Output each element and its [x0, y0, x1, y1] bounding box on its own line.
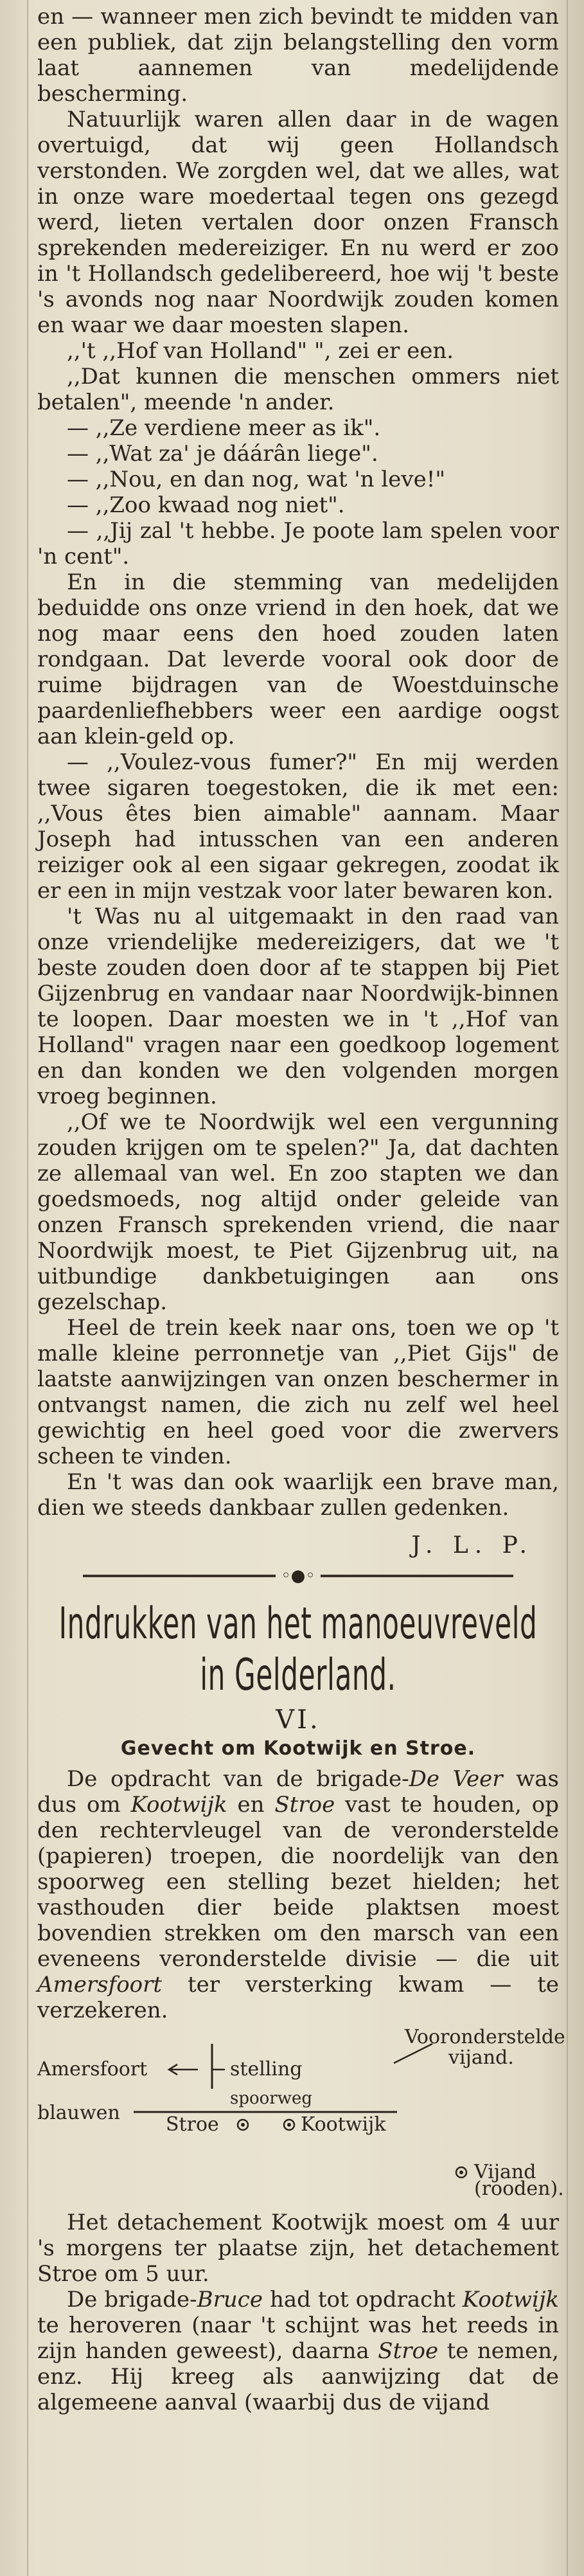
paragraph: — ,,Zoo kwaad nog niet". — [67, 492, 345, 518]
label-stelling: stelling — [230, 2058, 303, 2080]
label-blauwen: blauwen — [37, 2102, 120, 2124]
paragraph: — ,,Ze verdiene meer as ik". — [67, 415, 381, 441]
paragraph: De brigade-Bruce had tot opdracht Kootwijk te heroveren (naar 't schijnt was het reeds in zijn handen geweest), daarna Stroe te nemen, enz. Hij kreeg als aanwijzing dat de algemeene aanval (waarbij dus de vijand — [37, 2287, 559, 2415]
article-column — [37, 4, 565, 2415]
paragraph: — ,,Jij zal 't hebbe. Je poote lam spelen voor 'n cent". — [37, 518, 559, 569]
right-fold-line — [567, 0, 568, 2576]
paragraph: en — wanneer men zich bevindt te midden van een publiek, dat zijn belangstelling den vorm laat aannemen van medelijdende bescherming. — [37, 4, 559, 107]
paragraph: En in die stemming van medelijden beduidde ons onze vriend in den hoek, dat we nog maar eens den hoed zouden laten rondgaan. Dat leverde vooral ook door de ruime bijdragen van de Woestduinsche paardenliefhebbers weer een aardige oogst aan klein-geld op. — [37, 569, 559, 749]
section-divider — [37, 1568, 559, 1584]
label-rooden: (rooden). — [474, 2178, 564, 2200]
paragraph: Natuurlijk waren allen daar in de wagen overtuigd, dat wij geen Hollandsch verstonden. We zorgden wel, dat we alles, wat in onze ware moedertaal tegen ons gezegd werd, lieten vertalen door onzen Fransch sprekenden medereiziger. En nu werd er zoo in 't Hollandsch gedelibereerd, hoe wij 't beste 's avonds nog naar Noordwijk zouden komen en waar we daar moesten slapen. — [37, 107, 559, 338]
label-stroe: Stroe — [166, 2113, 219, 2136]
label-amersfoort: Amersfoort — [37, 2058, 148, 2080]
divider-rule-left — [83, 1575, 276, 1577]
paragraph: 't Was nu al uitgemaakt in den raad van onze vriendelijke medereizigers, dat we 't beste zouden doen door af te stappen bij Piet Gijzenbrug en vandaar naar Noordwijk-binnen te loopen. Daar moesten we in 't ,,Hof van Holland" vragen naar een goedkoop logement en dan konden we den volgenden morgen vroeg beginnen. — [37, 904, 559, 1109]
label-kootwijk: Kootwijk — [301, 2113, 386, 2136]
label-spoorweg: spoorweg — [230, 2089, 313, 2108]
paragraph: ,,'t ,,Hof van Holland" ", zei er een. — [67, 338, 454, 364]
paragraph: — ,,Nou, en dan nog, wat 'n leve!" — [67, 467, 445, 492]
paragraph: Heel de trein keek naar ons, toen we op 't malle kleine perronnetje van ,,Piet Gijs" de laatste aanwijzingen van onzen beschermer in ontvangst namen, die zich nu zelf wel heel gewichtig en heel goed voor die zwervers scheen te vinden. — [37, 1315, 559, 1469]
article-headline-line2: in Gelderland. — [200, 1650, 396, 1701]
article-subtitle: Gevecht om Kootwijk en Stroe. — [120, 1737, 476, 1760]
article-headline-line1: Indrukken van het manoeuvreveld — [58, 1598, 538, 1649]
paragraph: — ,,Voulez-vous fumer?" En mij werden twee sigaren toegestoken, die ik met een: ,,Vous êtes bien aimable" aannam. Maar Joseph had intusschen van een anderen reiziger ook al een sigaar gekregen, zoodat ik er een in mijn vestzak voor later bewaren kon. — [37, 749, 559, 904]
paragraph: ,,Dat kunnen die menschen ommers niet betalen", meende 'n ander. — [37, 364, 559, 415]
position-diagram — [37, 2026, 565, 2200]
paragraph: En 't was dan ook waarlijk een brave man, dien we steeds dankbaar zullen gedenken. — [37, 1469, 559, 1521]
paragraph: — ,,Wat za' je dáárân liege". — [67, 441, 378, 467]
part-number: VI. — [276, 1705, 321, 1735]
ornament-icon: ◦●◦ — [281, 1566, 315, 1586]
label-veronderstelde: Vooronderstelde — [405, 2026, 565, 2048]
paragraph: De opdracht van de brigade-De Veer was dus om Kootwijk en Stroe vast te houden, op den rechtervleugel van de veronderstelde (papieren) troepen, die noordelijk van den spoorweg een stelling bezet hielden; het vasthouden dier beide plaktsen moest bovendien strekken om den marsch van een eveneens verondersteldе divisie — die uit Amersfoort ter versterking kwam — te verzekeren. — [37, 1766, 559, 2023]
label-vijand-rooden: Vijand — [474, 2161, 536, 2183]
left-fold-line — [27, 0, 28, 2576]
divider-rule-right — [321, 1575, 513, 1577]
paragraph: ,,Of we te Noordwijk wel een vergunning zouden krijgen om te spelen?" Ja, dat dachten ze allemaal van wel. En zoo stapten we dan goedsmoeds, nog altijd onder geleide van onzen Fransch sprekenden vriend, die naar Noordwijk moest, te Piet Gijzenbrug uit, na uitbundige dankbetuigingen aan ons gezelschap. — [37, 1109, 559, 1315]
paragraph: Het detachement Kootwijk moest om 4 uur 's morgens ter plaatse zijn, het detachement Stroe om 5 uur. — [37, 2210, 559, 2287]
label-vijand: vijand. — [448, 2046, 514, 2069]
signature: J. L. P. — [411, 1532, 533, 1559]
